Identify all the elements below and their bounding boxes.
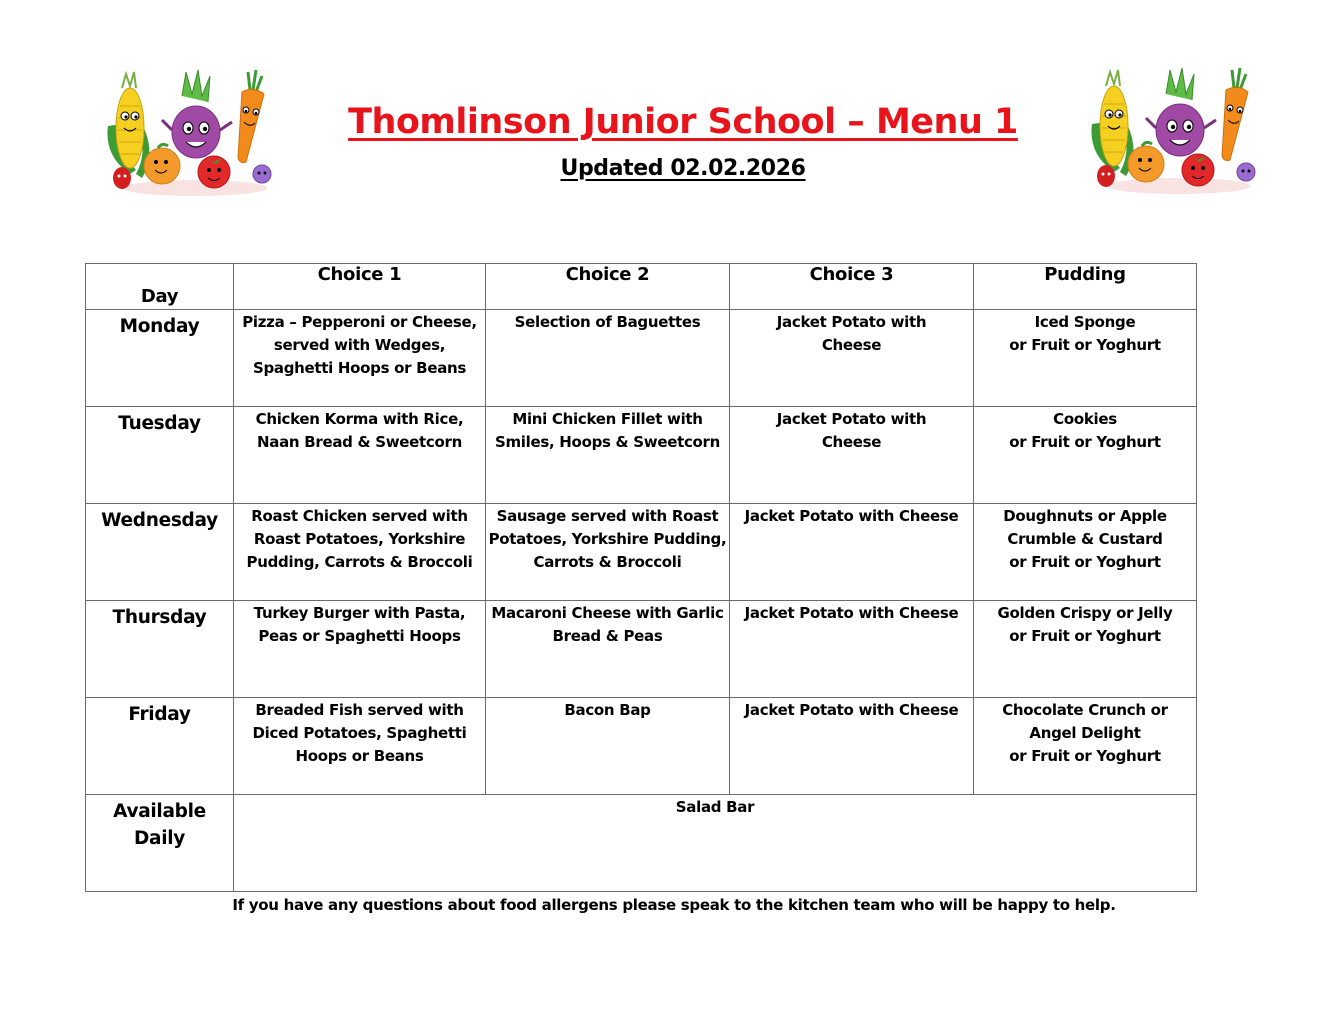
day-cell: Tuesday	[86, 407, 234, 504]
pudding-cell: Doughnuts or Apple Crumble & Custard or Fruit or Yoghurt	[974, 504, 1197, 601]
choice-3-cell: Jacket Potato with Cheese	[730, 601, 974, 698]
header-day: Day	[86, 264, 234, 310]
table-row	[86, 504, 1197, 601]
pudding-cell: Golden Crispy or Jelly or Fruit or Yoghurt	[974, 601, 1197, 698]
updated-date: Updated 02.02.2026	[560, 156, 806, 181]
menu-table	[85, 263, 1197, 892]
choice-2-cell: Sausage served with Roast Potatoes, Yorkshire Pudding, Carrots & Broccoli	[486, 504, 730, 601]
day-cell: Monday	[86, 310, 234, 407]
day-cell: Friday	[86, 698, 234, 795]
choice-1-cell: Roast Chicken served with Roast Potatoes, Yorkshire Pudding, Carrots & Broccoli	[234, 504, 486, 601]
allergen-note: If you have any questions about food allergens please speak to the kitchen team who will be happy to help.	[232, 896, 1116, 914]
table-row	[86, 310, 1197, 407]
day-cell: Thursday	[86, 601, 234, 698]
choice-3-cell: Jacket Potato with Cheese	[730, 698, 974, 795]
salad-bar-cell: Salad Bar	[234, 795, 1197, 892]
choice-3-cell: Jacket Potato with Cheese	[730, 407, 974, 504]
header-pudding: Pudding	[974, 264, 1197, 310]
table-row	[86, 601, 1197, 698]
table-row	[86, 698, 1197, 795]
header-choice-2: Choice 2	[486, 264, 730, 310]
pudding-cell: Chocolate Crunch or Angel Delight or Fruit or Yoghurt	[974, 698, 1197, 795]
header-choice-1: Choice 1	[234, 264, 486, 310]
choice-2-cell: Mini Chicken Fillet with Smiles, Hoops & Sweetcorn	[486, 407, 730, 504]
available-daily-label: Available Daily	[86, 795, 234, 892]
choice-1-cell: Turkey Burger with Pasta, Peas or Spaghetti Hoops	[234, 601, 486, 698]
choice-3-cell: Jacket Potato with Cheese	[730, 504, 974, 601]
header-choice-3: Choice 3	[730, 264, 974, 310]
pudding-cell: Cookies or Fruit or Yoghurt	[974, 407, 1197, 504]
choice-2-cell: Macaroni Cheese with Garlic Bread & Peas	[486, 601, 730, 698]
pudding-cell: Iced Sponge or Fruit or Yoghurt	[974, 310, 1197, 407]
available-daily-row	[86, 795, 1197, 892]
day-cell: Wednesday	[86, 504, 234, 601]
choice-1-cell: Chicken Korma with Rice, Naan Bread & Sweetcorn	[234, 407, 486, 504]
table-row	[86, 407, 1197, 504]
page-title: Thomlinson Junior School – Menu 1	[348, 102, 1018, 142]
choice-1-cell: Pizza – Pepperoni or Cheese, served with Wedges, Spaghetti Hoops or Beans	[234, 310, 486, 407]
table-header-row	[86, 264, 1197, 310]
choice-2-cell: Bacon Bap	[486, 698, 730, 795]
choice-2-cell: Selection of Baguettes	[486, 310, 730, 407]
choice-3-cell: Jacket Potato with Cheese	[730, 310, 974, 407]
choice-1-cell: Breaded Fish served with Diced Potatoes, Spaghetti Hoops or Beans	[234, 698, 486, 795]
